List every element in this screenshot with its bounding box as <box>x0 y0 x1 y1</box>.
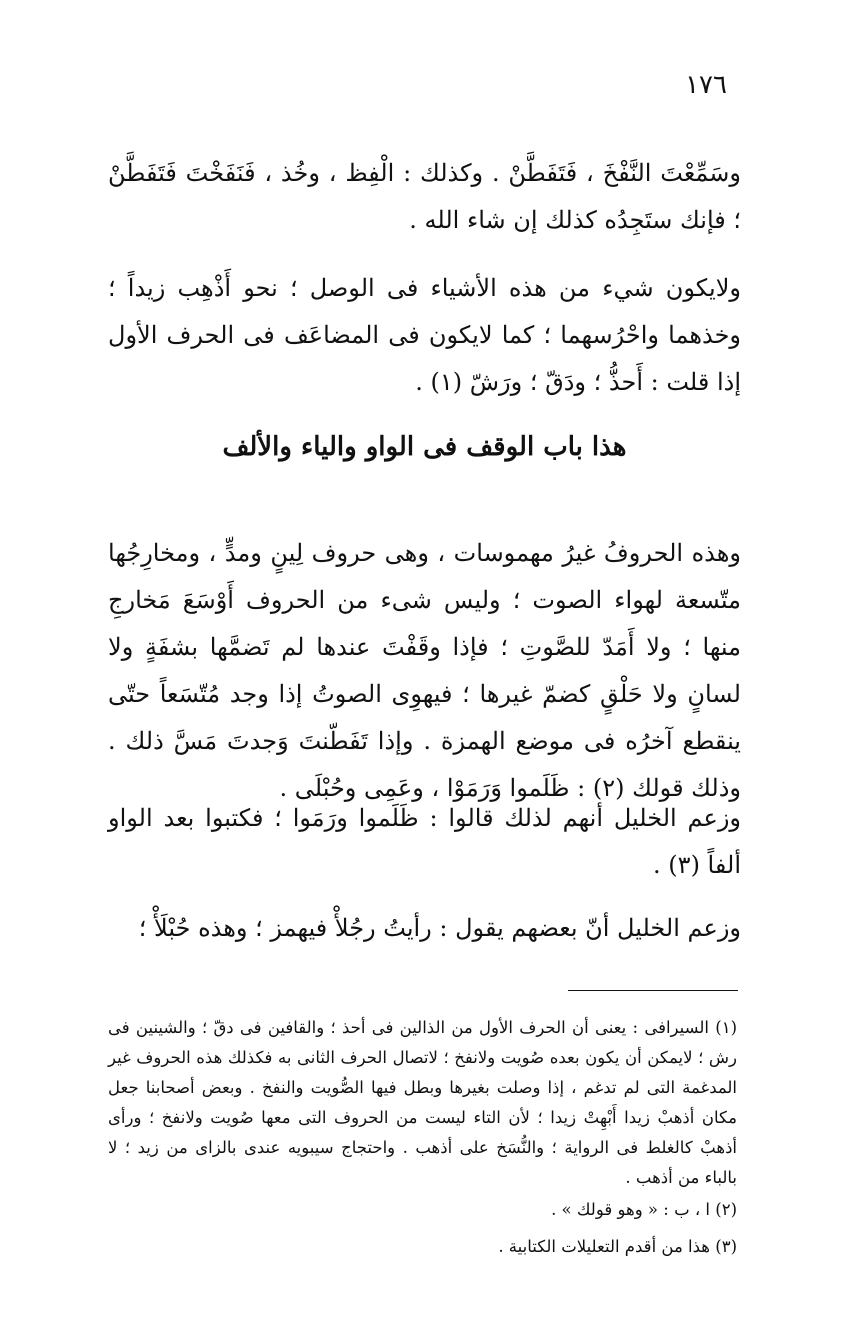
footnote-divider <box>568 990 738 991</box>
paragraph-1: وسَمِّعْتَ النَّفْخَ ، فَتَفَطَّنْ . وكذلك : الْفِظ ، وخُذ ، فَنَفَخْتَ فَتَفَطَّنْ ؛ فإنك ستَجِدُه كذلك إن شاء الله . <box>108 159 741 234</box>
footnote-3: (٣) هذا من أقدم التعليلات الكتابية . <box>498 1237 737 1256</box>
section-heading: هذا باب الوقف فى الواو والياء والألف <box>222 432 627 462</box>
page-number: ١٧٦ <box>685 70 727 100</box>
section-paragraph-3: وزعم الخليل أنّ بعضهم يقول : رأيتُ رجُلأْ فيهمز ؛ وهذه حُبْلَأْ ؛ <box>138 914 741 942</box>
section-paragraph-2: وزعم الخليل أنهم لذلك قالوا : ظَلَموا ورَمَوا ؛ فكتبوا بعد الواو ألفاً (٣) . <box>108 804 741 879</box>
paragraph-2: ولايكون شيء من هذه الأشياء فى الوصل ؛ نحو أَذْهِب زيداً ؛ وخذهما واحْرُسهما ؛ كما لايكون فى المضاعَف فى الحرف الأول إذا قلت : أَحذُّ ؛ ودَقّ ؛ ورَشّ (١) . <box>108 274 741 396</box>
footnote-1: (١) السيرافى : يعنى أن الحرف الأول من الذالين فى أحذ ؛ والقافين فى دقّ ؛ والشينين فى رش ؛ لايمكن أن يكون بعده صُويت ولانفخ ؛ لاتصال الحرف الثانى به فكذلك هذه الحروف غير المدغمة التى لم تدغم ، إذا وصلت بغيرها وبطل فيها الصُّويت والنفخ . وبعض أصحابنا جعل مكان أذهبْ زيدا أَبْهِتْ زيدا ؛ لأن التاء ليست من الحروف التى معها صُويت ولانفخ ؛ ورأى أذهبْ كالغلط فى الرواية ؛ والنُّسَخ على أذهب . واحتجاج سيبويه عندى بالزاى من زيد ؛ لا بالباء من أذهب . <box>108 1018 737 1187</box>
section-paragraph-1: وهذه الحروفُ غيرُ مهموسات ، وهى حروف لِينٍ ومدٍّ ، ومخارِجُها متّسعة لهواء الصوت ؛ وليس شىء من الحروف أَوْسَعَ مَخارجِ منها ؛ ولا أَمَدّ للصَّوتِ ؛ فإذا وقَفْتَ عندها لم تَضمَّها بشفَةٍ ولا لسانٍ ولا حَلْقٍ كضمّ غيرها ؛ فيهوِى الصوتُ إذا وجد مُتّسَعاً حتّى ينقطع آخرُه فى موضع الهمزة . وإذا تَفَطّنتَ وَجدتَ مَسَّ ذلك . وذلك قولك (٢) : ظَلَموا وَرَمَوْا ، وعَمِى وحُبْلَى . <box>108 539 741 802</box>
footnote-2: (٢) ا ، ب : « وهو قولك » . <box>551 1200 737 1219</box>
